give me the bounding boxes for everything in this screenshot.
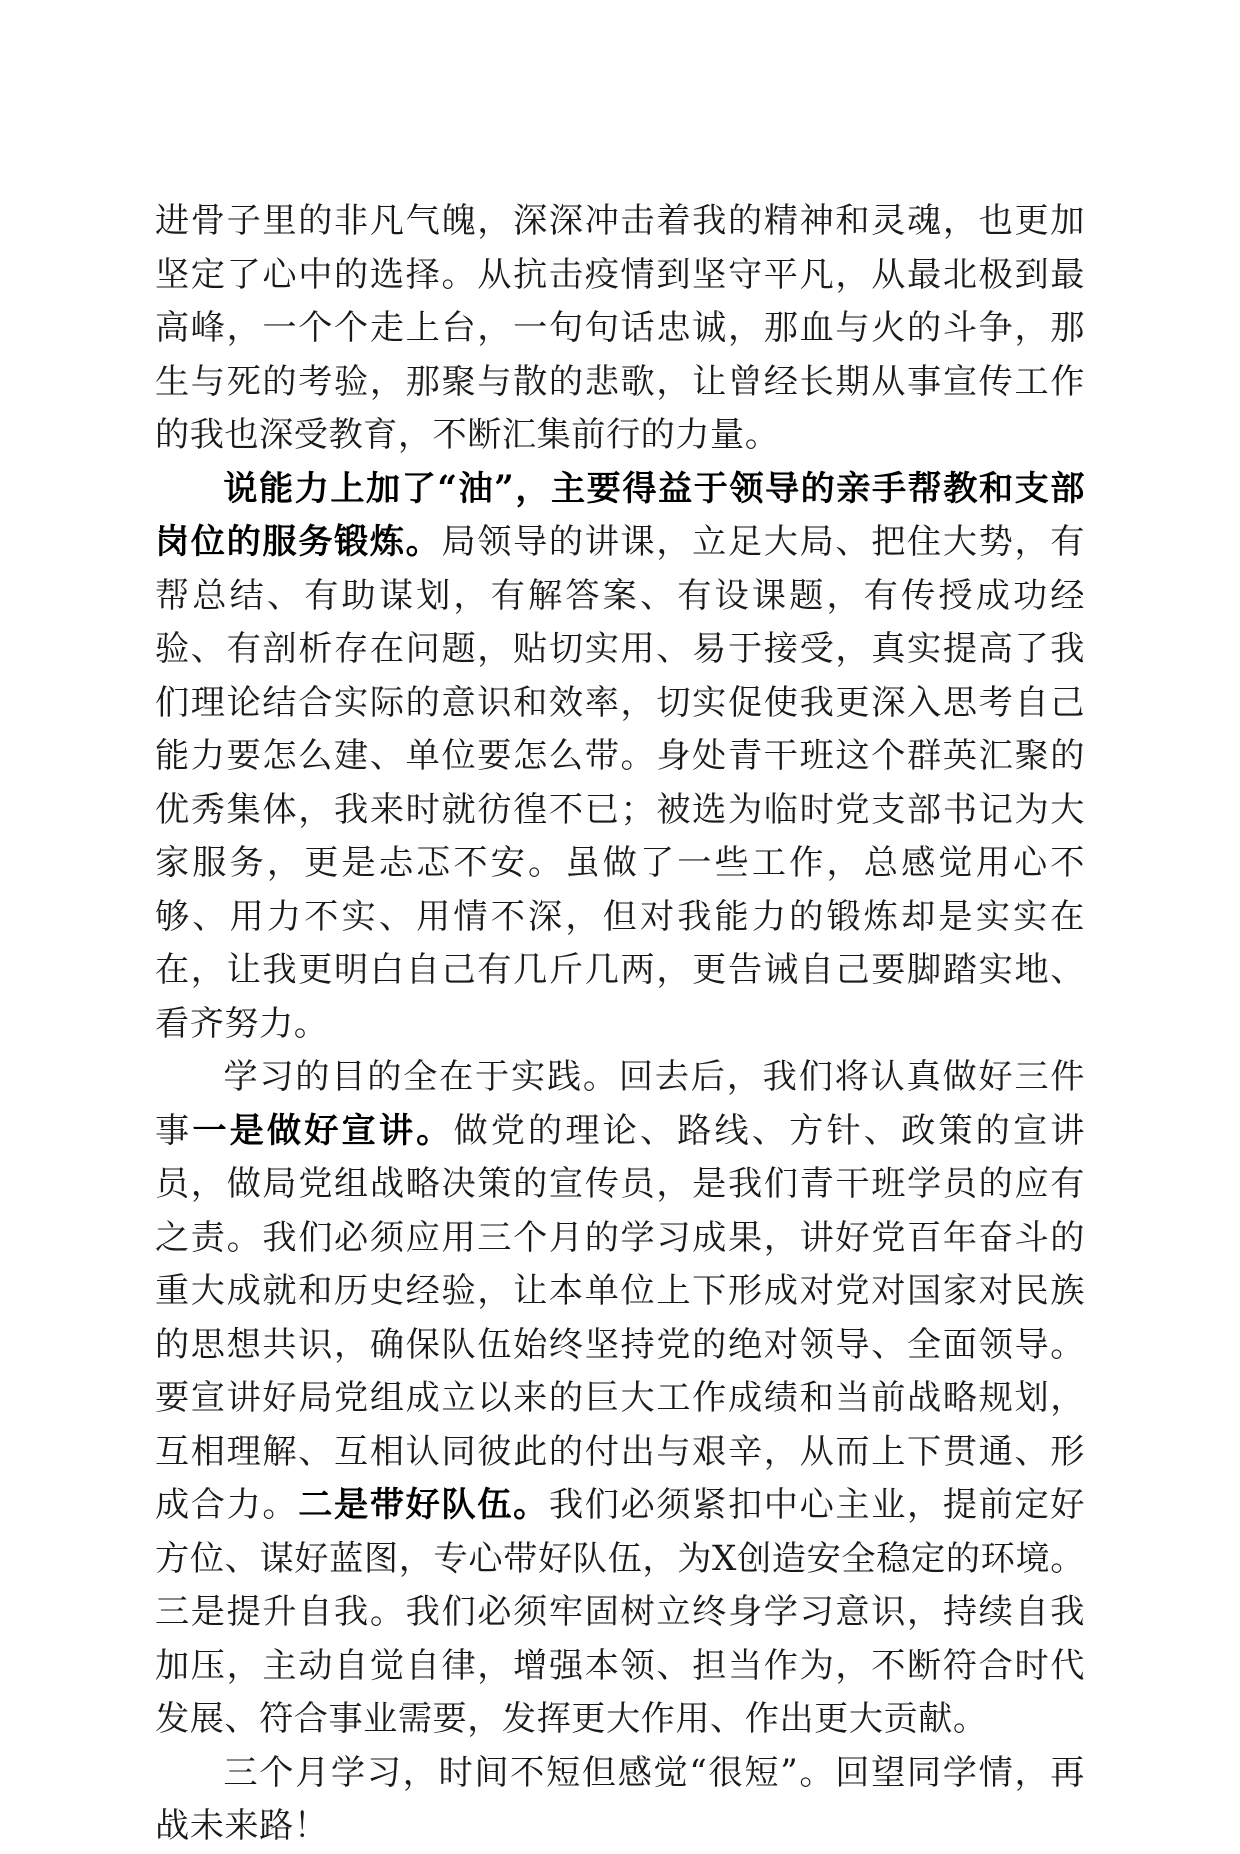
- point-one-heading: 一是做好宣讲。: [192, 1110, 454, 1151]
- paragraph-closing: [155, 1747, 1085, 1854]
- paragraph-text: 局领导的讲课，立足大局、把住大势，有帮总结、有助谋划，有解答案、有设课题，有传授成功经验、有剖析存在问题，贴切实用、易于接受，真实提高了我们理论结合实际的意识和效率，切实促使我更深入思考自己能力要怎么建、单位要怎么带。身处青干班这个群英汇聚的优秀集体，我来时就彷徨不已；被选为临时党支部书记为大家服务，更是忐忑不安。虽做了一些工作，总感觉用心不够、用力不实、用情不深，但对我能力的锻炼却是实实在在，让我更明白自己有几斤几两，更告诫自己要脚踏实地、看齐努力。: [155, 522, 1085, 1044]
- paragraph-practice: [155, 1051, 1085, 1747]
- paragraph-continuation: [155, 195, 1085, 463]
- point-one-text: 做党的理论、路线、方针、政策的宣讲员，做局党组战略决策的宣传员，是我们青干班学员的应有之责。我们必须应用三个月的学习成果，讲好党百年奋斗的重大成就和历史经验，让本单位上下形成对党对国家对民族的思想共识，确保队伍始终坚持党的绝对领导、全面领导。要宣讲好局党组成立以来的巨大工作成绩和当前战略规划，互相理解、互相认同彼此的付出与艰辛，从而上下贯通、形成合力。: [155, 1110, 1085, 1525]
- point-two-heading: 二是带好队伍。: [298, 1485, 549, 1525]
- point-two-text: 我们必须紧扣中心主业，提前定好方位、谋好蓝图，专心带好队伍，为X创造安全稳定的环境。三是提升自我。我们必须牢固树立终身学习意识，持续自我加压，主动自觉自律，增强本领、担当作为，不断符合时代发展、符合事业需要，发挥更大作用、作出更大贡献。: [155, 1485, 1085, 1739]
- paragraph-heading-bold: 说能力上加了“油”，主要得益于领导的亲手帮教和支部岗位的服务锻炼。: [155, 468, 1085, 562]
- paragraph-text: 三个月学习，时间不短但感觉“很短”。回望同学情，再战未来路！: [155, 1752, 1085, 1846]
- paragraph-ability: [155, 463, 1085, 1052]
- paragraph-intro: 学习的目的全在于实践。回去后，我们将认真做好三件事: [155, 1057, 1085, 1151]
- paragraph-text: 进骨子里的非凡气魄，深深冲击着我的精神和灵魂，也更加坚定了心中的选择。从抗击疫情到坚守平凡，从最北极到最高峰，一个个走上台，一句句话忠诚，那血与火的斗争，那生与死的考验，那聚与散的悲歌，让曾经长期从事宣传工作的我也深受教育，不断汇集前行的力量。: [155, 201, 1085, 455]
- document-page: [155, 195, 1085, 1854]
